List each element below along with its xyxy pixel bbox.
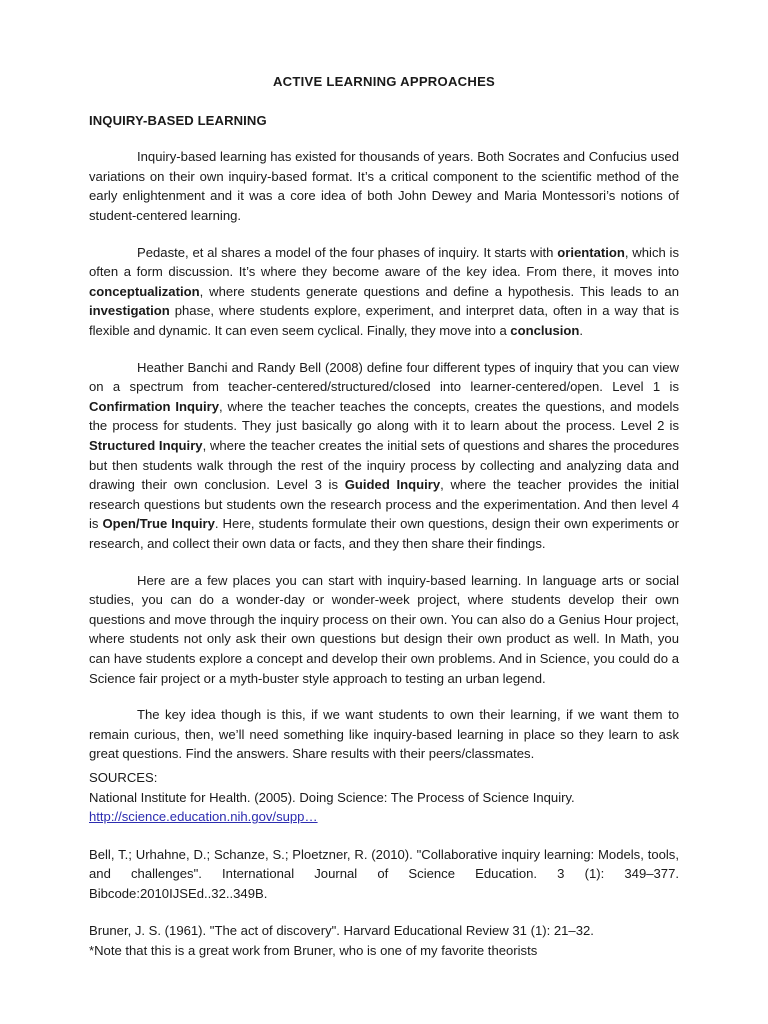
body-text: Inquiry-based learning has existed for thousands of years. Both Socrates and Confucius used variations on their own inquiry-based format. It’s a critical component to the scientific method of the early enlightenment and it was a core idea of both John Dewey and Maria Montessori’s notions of student-centered learning. <box>89 149 679 224</box>
emphasis-term: Confirmation Inquiry <box>89 398 220 414</box>
paragraph <box>89 358 679 554</box>
body-text: , where students generate questions and define a hypothesis. This leads to an <box>199 283 679 299</box>
body-text: The key idea though is this, if we want students to own their learning, if we want them to remain curious, then, we’ll need something like inquiry-based learning in place so they learn to ask great questions. Find the answers. Share results with their peers/classmates. <box>89 707 679 762</box>
citation-link-line <box>89 807 679 827</box>
body-text: . <box>579 323 584 339</box>
body-text: , which is often a form discussion. It’s where they become aware of the key idea. From there, it moves into <box>89 244 679 280</box>
paragraph <box>89 243 679 341</box>
emphasis-term: Guided Inquiry <box>344 477 441 493</box>
author-note: *Note that this is a great work from Bruner, who is one of my favorite theorists <box>89 943 538 959</box>
body-text: Pedaste, et al shares a model of the four phases of inquiry. It starts with <box>137 244 558 260</box>
emphasis-term: Open/True Inquiry <box>102 516 215 532</box>
body-text: , where the teacher teaches the concepts, creates the questions, and models the process for students. They just basically go along with it to learn about the process. Level 2 is <box>89 398 679 434</box>
citation-entry: Bruner, J. S. (1961). "The act of discovery". Harvard Educational Review 31 (1): 21–32. <box>89 923 594 939</box>
source-url-link[interactable]: http://science.education.nih.gov/supp… <box>89 809 318 825</box>
paragraph <box>89 571 679 689</box>
body-text: , where the teacher provides the initial research questions but students own the research process and the experimentation. And then level 4 is <box>89 477 679 532</box>
paragraph-list <box>89 147 679 764</box>
citation-entry <box>89 788 679 808</box>
section-heading: INQUIRY-BASED LEARNING <box>89 112 267 128</box>
citation-text: National Institute for Health. (2005). Doing Science: The Process of Science Inquiry. <box>89 789 575 805</box>
citation-entry: Bell, T.; Urhahne, D.; Schanze, S.; Ploetzner, R. (2010). "Collaborative inquiry learning: Models, tools, and challenges". International Journal of Science Education. 3 (1): 349–377. Bibcode:2010IJSEd..32..349B. <box>89 846 679 901</box>
body-text: Heather Banchi and Randy Bell (2008) define four different types of inquiry that you can view on a spectrum from teacher-centered/structured/closed into learner-centered/open. Level 1 is <box>89 359 679 395</box>
body-text: phase, where students explore, experiment, and interpret data, often in a way that is flexible and dynamic. It can even seem cyclical. Finally, they move into a <box>89 303 679 339</box>
paragraph <box>89 705 679 764</box>
emphasis-term: investigation <box>89 303 170 319</box>
paragraph <box>89 147 679 225</box>
sources-label: SOURCES: <box>89 769 158 785</box>
emphasis-term: Structured Inquiry <box>89 438 203 453</box>
emphasis-term: orientation <box>557 244 625 260</box>
page-title: ACTIVE LEARNING APPROACHES <box>272 74 496 89</box>
sources-section <box>89 768 679 961</box>
body-text: Here are a few places you can start with inquiry-based learning. In language arts or social studies, you can do a wonder-day or wonder-week project, where students develop their own questions and move through the inquiry process on their own. You can also do a Genius Hour project, where students not only ask their own questions but design their own product as well. In Math, you can have students explore a concept and develop their own problems. And in Science, you could do a Science fair project or a myth-buster style approach to testing an urban legend. <box>89 572 679 686</box>
body-text: , where the teacher creates the initial sets of questions and shares the procedures but then students walk through the rest of the inquiry process by collecting and analyzing data and drawing their own conclusion. Level 3 is <box>89 438 679 493</box>
emphasis-term: conclusion <box>510 323 580 339</box>
body-text: . Here, students formulate their own questions, design their own experiments or research, and collect their own data or facts, and they then share their findings. <box>89 516 679 551</box>
document-body <box>89 72 679 961</box>
emphasis-term: conceptualization <box>89 283 200 299</box>
